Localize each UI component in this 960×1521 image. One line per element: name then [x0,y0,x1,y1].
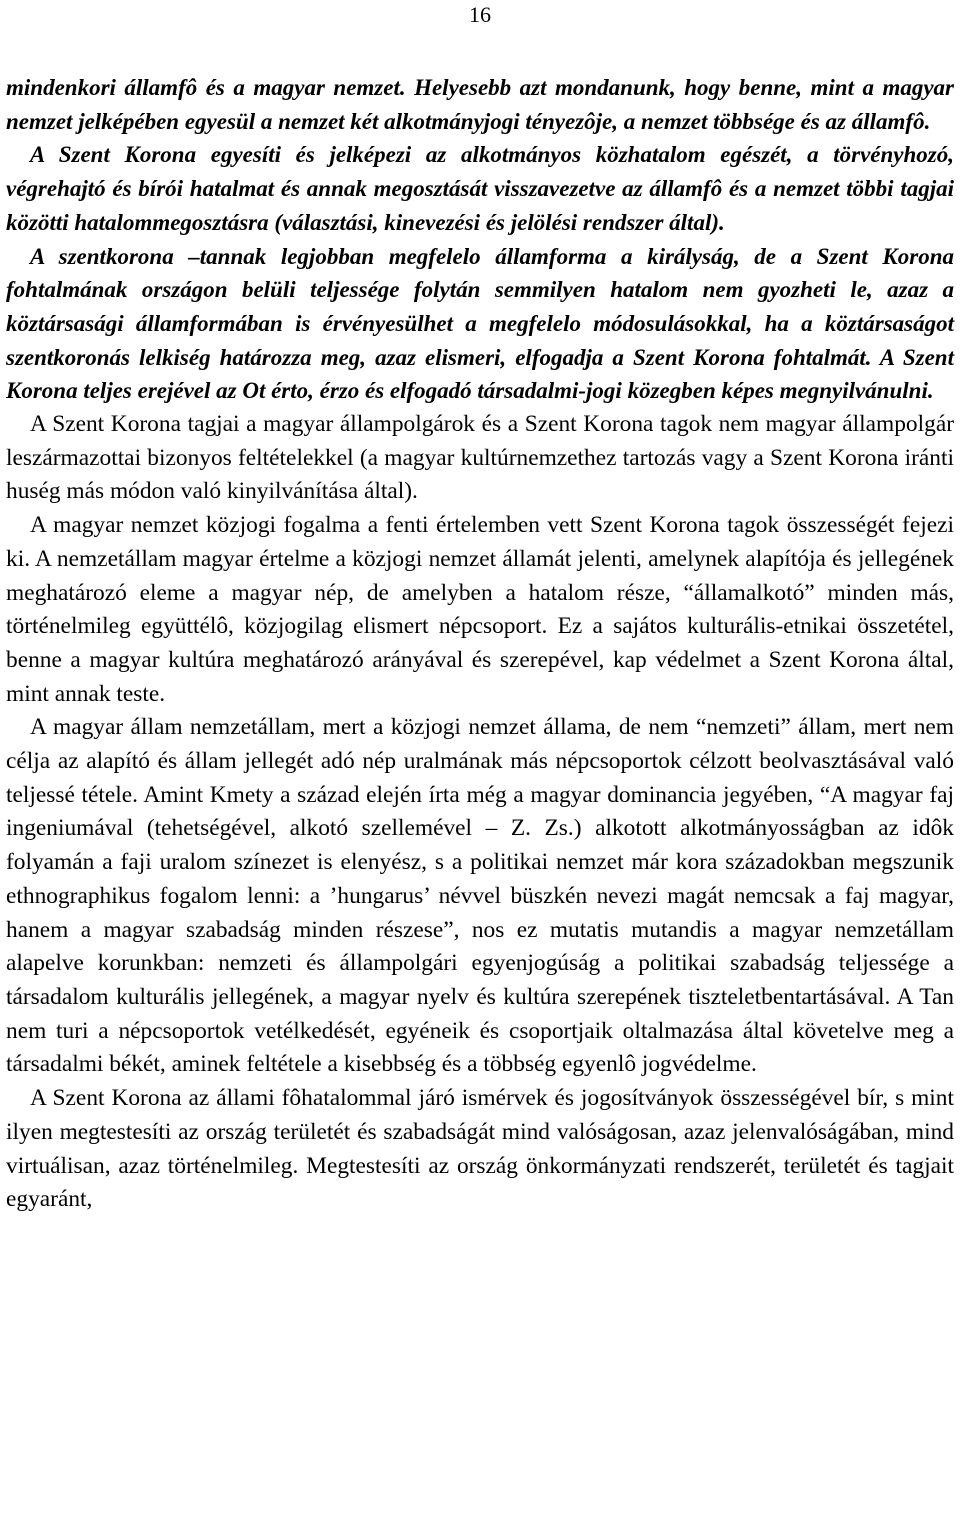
paragraph-1: mindenkori államfô és a magyar nemzet. Helyesebb azt mondanunk, hogy benne, mint a magyar nemzet jelképében egyesül a nemzet két alkotmányjogi tényezôje, a nemzet többsége és az államfô. [6,75,954,134]
paragraph-3: A szentkorona –tannak legjobban megfelelo államforma a királyság, de a Szent Korona fohtalmának országon belüli teljessége folytán semmilyen hatalom nem gyozheti le, azaz a köztársasági államformában is érvényesülhet a megfelelo módosulásokkal, ha a köztársaságot szentkoronás lelkiség határozza meg, azaz elismeri, elfogadja a Szent Korona fohtalmát. A Szent Korona teljes erejével az Ot érto, érzo és elfogadó társadalmi-jogi közegben képes megnyilvánulni. [6,243,954,404]
paragraph-4: A Szent Korona tagjai a magyar állampolgárok és a Szent Korona tagok nem magyar állampolgár leszármazottai bizonyos feltételekkel (a magyar kultúrnemzethez tartozás vagy a Szent Korona iránti huség más módon való kinyilvánítása által). [6,411,954,505]
page-number [0,2,960,28]
paragraph-6: A magyar állam nemzetállam, mert a közjogi nemzet állama, de nem “nemzeti” állam, mert nem célja az alapító és állam jellegét adó nép uralmának más népcsoportok célzott beolvasztásával való teljessé tétele. Amint Kmety a század elején írta még a magyar dominancia jegyében, “A magyar faj ingeniumával (tehetségével, alkotó szellemével – Z. Zs.) alkotott alkotmányosságban az idôk folyamán a faji uralom színezet is elenyész, s a politikai nemzet már kora századokban megszunik ethnographikus fogalom lenni: a ’hungarus’ névvel büszkén nevezi magát nemcsak a faj magyar, hanem a magyar szabadság minden részese”, nos ez mutatis mutandis a magyar nemzetállam alapelve korunkban: nemzeti és állampolgári egyenjogúság a politikai szabadság teljessége a társadalom kulturális jellegének, a magyar nyelv és kultúra szerepének tiszteletbentartásával. A Tan nem turi a népcsoportok vetélkedését, egyéneik és csoportjaik oltalmazása által követelve meg a társadalmi békét, aminek feltétele a kisebbség és a többség egyenlô jogvédelme. [6,714,954,1078]
paragraph-5: A magyar nemzet közjogi fogalma a fenti értelemben vett Szent Korona tagok összességét fejezi ki. A nemzetállam magyar értelme a közjogi nemzet államát jelenti, amelynek alapítója és jellegének meghatározó eleme a magyar nép, de amelyben a hatalom része, “államalkotó” minden más, történelmileg együttélô, közjogilag elismert népcsoport. Ez a sajátos kulturális-etnikai összetétel, benne a magyar kultúra meghatározó arányával és szerepével, kap védelmet a Szent Korona által, mint annak teste. [6,512,954,707]
paragraph-7: A Szent Korona az állami fôhatalommal járó ismérvek és jogosítványok összességével bír, s mint ilyen megtestesíti az ország területét és szabadságát mind valóságosan, azaz jelenvalóságában, mind virtuálisan, azaz történelmileg. Megtestesíti az ország önkormányzati rendszerét, területét és tagjait egyaránt, [6,1085,954,1213]
document-body [6,71,954,1217]
paragraph-2: A Szent Korona egyesíti és jelképezi az alkotmányos közhatalom egészét, a törvényhozó, végrehajtó és bírói hatalmat és annak megosztását visszavezetve az államfô és a nemzet többi tagjai közötti hatalommegosztásra (választási, kinevezési és jelölési rendszer által). [6,142,954,235]
page-number-text: 16 [469,2,491,27]
